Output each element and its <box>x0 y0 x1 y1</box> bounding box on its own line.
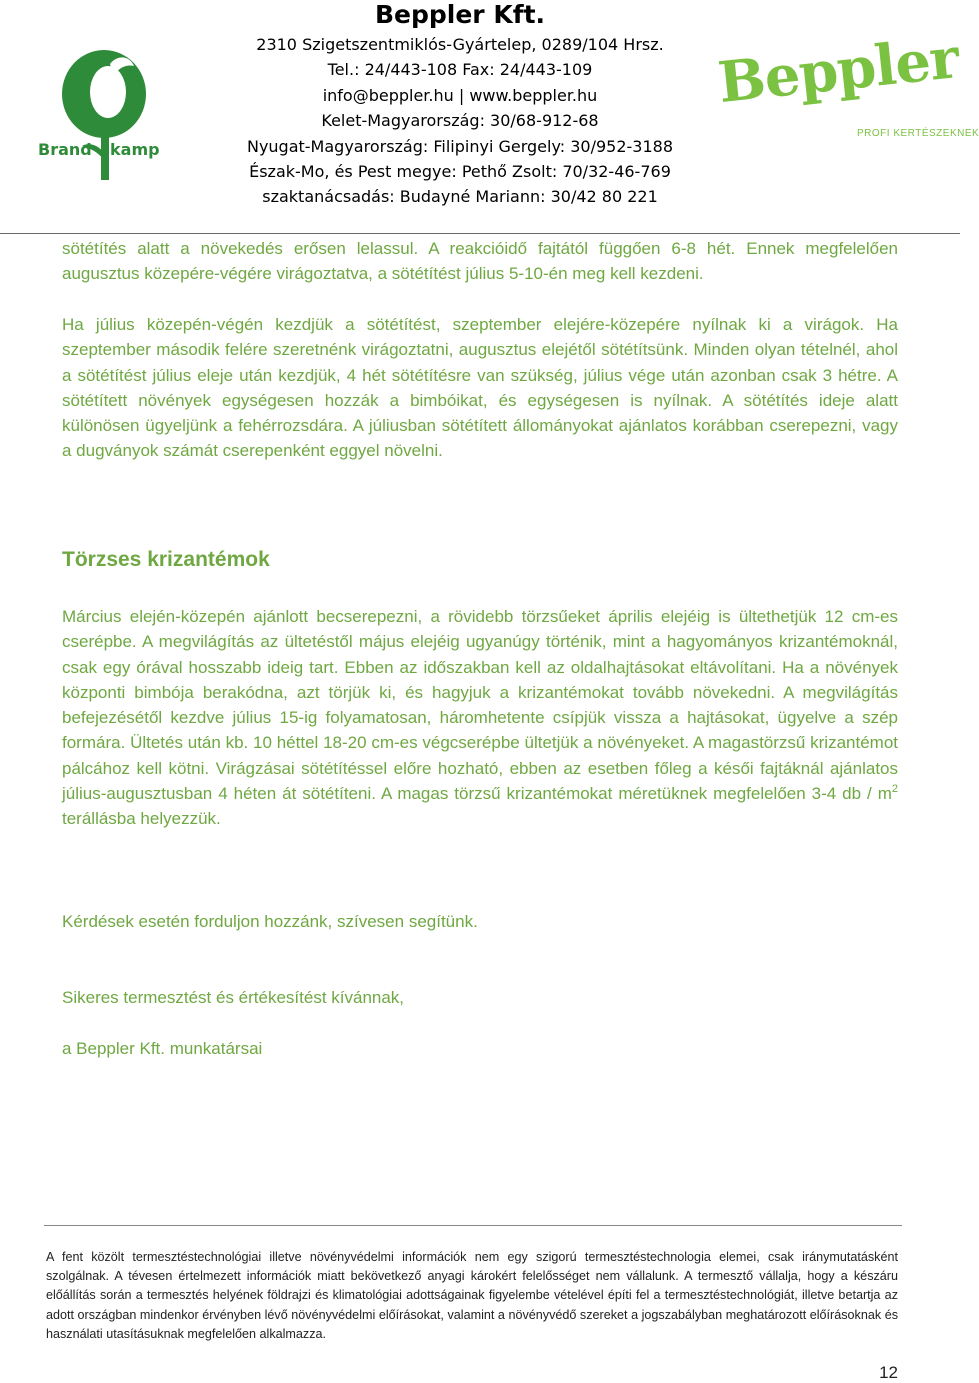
paragraph-darkening-timing: sötétítés alatt a növekedés erősen lelassul. A reakcióidő fajtától függően 6-8 hét. Ennek megfelelően augusztus közepére-végére virágoztatva, a sötétítést július 5-10-én meg kell kezdeni. <box>62 239 898 284</box>
paragraph-main-text: Március elején-közepén ajánlott becserepezni, a rövidebb törzsűeket április elejéig is ültethetjük 12 cm-es cserépbe. A megvilágítás az ültetéstől május elejéig ugyanúgy történik, mint a hagyományos krizantémoknál, csak egy órával hosszabb ideig tart. Ebben az időszakban kell az oldalhajtásokat eltávolítani. Ha a növények központi bimbója berakódna, azt törjük ki, és hagyjuk a krizantémokat tovább növekedni. A megvilágítás befejezésétől kezdve július 15-ig folyamatosan, háromhetente csípjük vissza a hajtásokat, ügyelve a szép formára. Ültetés után kb. 10 héttel 18-20 cm-es végcserépbe ültetjük a növényeket. A magastörzsű krizantémot pálcához kell kötni. Virágzásai sötétítéssel előre hozható, ebben az esetben főleg a késői fajtáknál ajánlatos július-augusztusban 4 héten át sötétíteni. A magas törzsű krizantémokat méretüknek megfelelően 3-4 db / m <box>62 607 898 804</box>
paragraph-darkening-schedule: Ha július közepén-végén kezdjük a sötétítést, szeptember elejére-közepére nyílnak ki a virágok. Ha szeptember második felére szeretnénk virágoztatni, augusztus elejétől sötétítsünk. Minden olyan tételnél, ahol a sötétítést július eleje után kezdjük, 4 hét sötétítésre van szükség, július vége után azonban csak 3 hétre. A sötétített növények egységesen hozzák a bimbóikat, és egységesen is nyílnak. A sötétítés ideje alatt különösen ügyeljünk a fehérrozsdára. A júliusban sötétített állományokat ajánlatos korábban cserepezni, vagy a dugványok számát cserepenként eggyel növelni. <box>62 315 898 461</box>
brandkamp-word1: Brand <box>38 140 92 159</box>
header-divider <box>0 233 960 234</box>
superscript: 2 <box>891 783 898 796</box>
advisory-line: szaktanácsadás: Budayné Mariann: 30/42 80 221 <box>262 187 658 206</box>
brandkamp-logo <box>38 44 168 184</box>
page-number: 12 <box>879 1363 898 1382</box>
beppler-tagline: PROFI KERTÉSZEKNEK <box>857 128 979 139</box>
paragraph-end-text: terállásba helyezzük. <box>62 809 221 829</box>
contact-invitation: Kérdések esetén forduljon hozzánk, szívesen segítünk. <box>62 912 478 931</box>
contact-east-line: Kelet-Magyarország: 30/68-912-68 <box>321 111 599 130</box>
brandkamp-word2: kamp <box>110 140 160 159</box>
email-web-line: info@beppler.hu | www.beppler.hu <box>322 86 598 105</box>
sprout-icon <box>38 44 168 184</box>
address-line: 2310 Szigetszentmiklós-Gyártelep, 0289/104 Hrsz. <box>256 35 664 54</box>
closing-wishes: Sikeres termesztést és értékesítést kívánnak, <box>62 988 405 1007</box>
footer-divider <box>44 1225 902 1226</box>
letterhead <box>0 0 979 235</box>
contact-north-line: Észak-Mo, és Pest megye: Pethő Zsolt: 70/32-46-769 <box>249 162 671 181</box>
paragraph-standard-chrysanthemums <box>62 604 898 832</box>
beppler-logo <box>715 25 979 146</box>
contact-west-line: Nyugat-Magyarország: Filipinyi Gergely: 30/952-3188 <box>246 137 674 156</box>
disclaimer-footnote: A fent közölt termesztéstechnológiai illetve növényvédelmi információk nem egy szigorú termesztéstechnologia elemei, csak iránymutatásként szolgálnak. A tévesen értelmezett információk miatt bekövetkező anyagi károkért felelősséget nem vállalunk. A termesztő vállalja, hogy a készáru előállítás során a termesztés helyének földrajzi és klimatológiai adottságainak figyelembe vételével építi fel a termesztéstechnológiát, illetve betartja az adott országban mindenkor érvényben lévő növényvédelmi előírásokat, valamint a növényvédő szereket a jogszabályban meghatározott előírásoknak és használati utasításuknak megfelelően alkalmazza. <box>46 1250 898 1341</box>
phone-fax-line: Tel.: 24/443-108 Fax: 24/443-109 <box>327 60 593 79</box>
section-heading: Törzses krizantémok <box>62 548 270 571</box>
signature-line: a Beppler Kft. munkatársai <box>62 1039 263 1058</box>
beppler-logo-text: Beppler <box>715 25 962 117</box>
company-name: Beppler Kft. <box>374 0 546 29</box>
